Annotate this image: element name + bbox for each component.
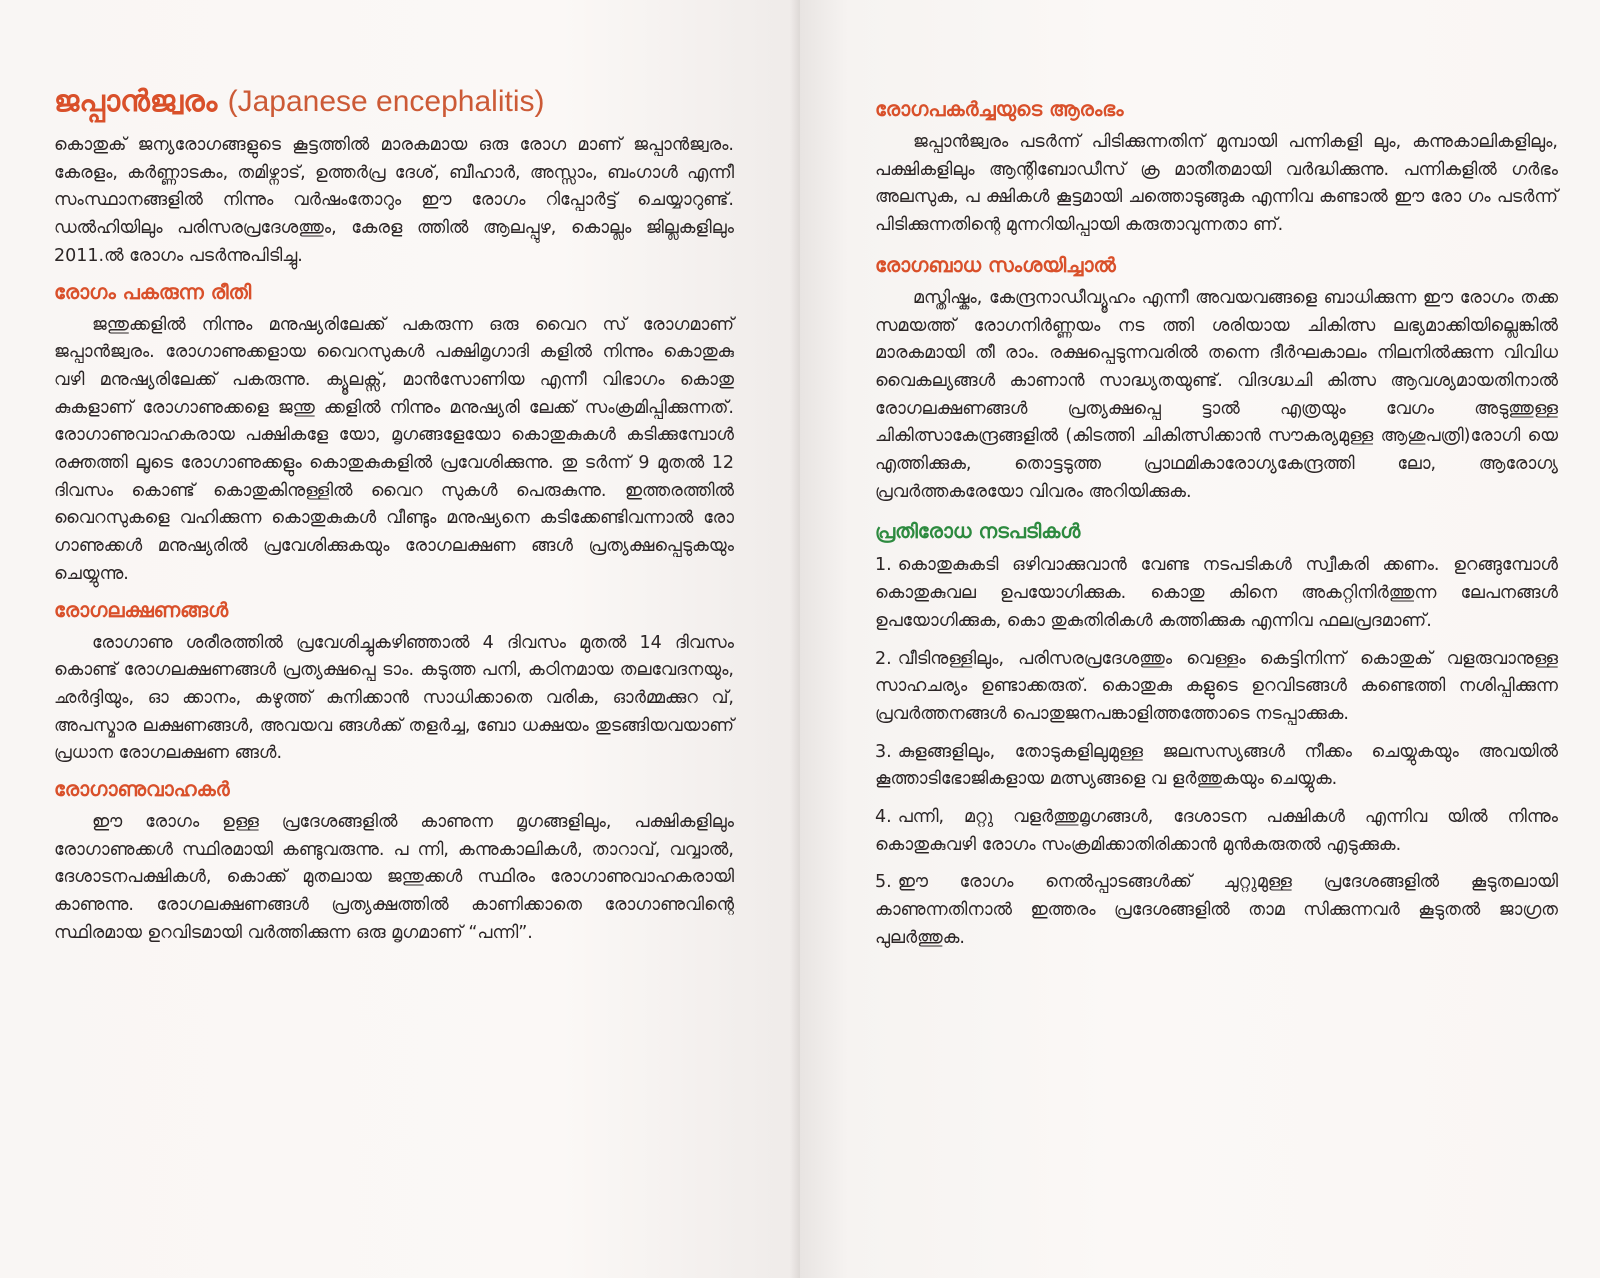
- prevention-item: [875, 646, 1558, 729]
- section-outbreak-start: [875, 94, 1558, 240]
- prevention-item: [875, 804, 1558, 859]
- section-heading-outbreak-start: രോഗപകർച്ചയുടെ ആരംഭം: [875, 97, 1124, 121]
- section-text-outbreak-start: ജപ്പാൻജ്വരം പടർന്ന് പിടിക്കുന്നതിന് മുമ്പായി പന്നികളി ലും, കന്നുകാലികളിലും, പക്ഷികളിലും ആന്റിബോഡീസ് ക്ര മാതീതമായി വർദ്ധിക്കുന്നു. പന്നികളിൽ ഗർഭം അലസുക, പ ക്ഷികൾ കൂട്ടമായി ചത്തൊടുങ്ങുക എന്നിവ കണ്ടാൽ ഈ രോ ഗം പടർന്ന് പിടിക്കുന്നതിന്റെ മുന്നറിയിപ്പായി കരുതാവുന്നതാ ണ്.: [875, 132, 1558, 236]
- prevention-item-text: കുളങ്ങളിലും, തോടുകളിലുമുള്ള ജലസസ്യങ്ങൾ നീക്കം ചെയ്യുകയും അവയിൽ കൂത്താടിഭോജികളായ മത്സ്യങ്ങളെ വ ളർത്തുകയും ചെയ്യുക.: [875, 741, 1558, 790]
- prevention-item-number: 1.: [875, 555, 892, 576]
- intro-paragraph: കൊതുക് ജന്യരോഗങ്ങളുടെ കൂട്ടത്തിൽ മാരകമായ ഒരു രോഗ മാണ് ജപ്പാൻജ്വരം. കേരളം, കർണ്ണാടകം, തമിഴ്നാട്, ഉത്തർപ്ര ദേശ്, ബീഹാർ, അസ്സാം, ബംഗാൾ എന്നീ സംസ്ഥാനങ്ങളിൽ നിന്നും വർഷംതോറും ഈ രോഗം റിപ്പോർട്ട് ചെയ്യാറുണ്ട്. ഡൽഹിയിലും പരിസരപ്രദേശത്തും, കേരള ത്തിൽ ആലപ്പുഴ, കൊല്ലം ജില്ലകളിലും 2011.ൽ രോഗം പടർന്നുപിടിച്ചു.: [54, 135, 734, 266]
- section-text-suspected-infection: മസ്തിഷ്കം, കേന്ദ്രനാഡീവ്യൂഹം എന്നീ അവയവങ്ങളെ ബാധിക്കുന്ന ഈ രോഗം തക്ക സമയത്ത് രോഗനിർണ്ണയം നട ത്തി ശരിയായ ചികിത്സ ലഭ്യമാക്കിയില്ലെങ്കിൽ മാരകമായി തീ രാം. രക്ഷപ്പെടുന്നവരിൽ തന്നെ ദീർഘകാലം നിലനിൽക്കുന്ന വിവിധ വൈകല്യങ്ങൾ കാണാൻ സാദ്ധ്യതയുണ്ട്. വിദഗ്ദ്ധചി കിത്സ ആവശ്യമായതിനാൽ രോഗലക്ഷണങ്ങൾ പ്രത്യക്ഷപ്പെ ട്ടാൽ എത്രയും വേഗം അടുത്തുള്ള ചികിത്സാകേന്ദ്രങ്ങളിൽ (കിടത്തി ചികിത്സിക്കാൻ സൗകര്യമുള്ള ആശുപത്രി)രോഗി യെ എത്തിക്കുക, തൊട്ടടുത്ത പ്രാഥമികാരോഗ്യകേന്ദ്രത്തി ലോ, ആരോഗ്യ പ്രവർത്തകരേയോ വിവരം അറിയിക്കുക.: [875, 287, 1558, 502]
- prevention-list: [875, 552, 1558, 952]
- prevention-item: [875, 869, 1558, 952]
- right-page: [800, 0, 1600, 1278]
- prevention-item-text: പന്നി, മറ്റു വളർത്തുമൃഗങ്ങൾ, ദേശാടന പക്ഷികൾ എന്നിവ യിൽ നിന്നും കൊതുകുവഴി രോഗം സംക്രമിക്കാതിരിക്കാൻ മുൻകരുതൽ എടുക്കുക.: [875, 807, 1558, 855]
- section-text-carriers: ഈ രോഗം ഉള്ള പ്രദേശങ്ങളിൽ കാണുന്ന മൃഗങ്ങളിലും, പക്ഷികളിലും രോഗാണുക്കൾ സ്ഥിരമായി കണ്ടുവരുന്നു. പ ന്നി, കന്നുകാലികൾ, താറാവ്, വവ്വാൽ, ദേശാടനപക്ഷികൾ, കൊക്ക് മുതലായ ജന്തുക്കൾ സ്ഥിരം രോഗാണുവാഹകരായി കാണുന്നു. രോഗലക്ഷണങ്ങൾ പ്രത്യക്ഷത്തിൽ കാണിക്കാതെ രോഗാണുവിന്റെ സ്ഥിരമായ ഉറവിടമായി വർത്തിക്കുന്ന ഒരു മൃഗമാണ് “പന്നി”.: [54, 812, 734, 943]
- section-heading-suspected-infection: രോഗബാധ സംശയിച്ചാൽ: [875, 252, 1116, 277]
- title-english: (Japanese encephalitis): [227, 85, 545, 118]
- page-title: [54, 82, 734, 122]
- prevention-item-number: 2.: [875, 648, 892, 669]
- section-text-transmission: ജന്തുക്കളിൽ നിന്നും മനുഷ്യരിലേക്ക് പകരുന്ന ഒരു വൈറ സ് രോഗമാണ് ജപ്പാൻജ്വരം. രോഗാണുക്കളായ വൈറസുകൾ പക്ഷിമൃഗാദി കളിൽ നിന്നും കൊതുകു വഴി മനുഷ്യരിലേക്ക് പകരുന്നു. ക്യൂലക്സ്, മാൻസോണിയ എന്നീ വിഭാഗം കൊതു കുകളാണ് രോഗാണുക്കളെ ജന്തു ക്കളിൽ നിന്നും മനുഷ്യരി ലേക്ക് സംക്രമിപ്പിക്കുന്നത്. രോഗാണുവാഹകരായ പക്ഷികളേ യോ, മൃഗങ്ങളേയോ കൊതുകുകൾ കടിക്കുമ്പോൾ രക്തത്തി ലൂടെ രോഗാണുക്കളും കൊതുകുകളിൽ പ്രവേശിക്കുന്നു. തു ടർന്ന് 9 മുതൽ 12 ദിവസം കൊണ്ട് കൊതുകിനുള്ളിൽ വൈറ സുകൾ പെരുകുന്നു. ഇത്തരത്തിൽ വൈറസുകളെ വഹിക്കുന്ന കൊതുകുകൾ വീണ്ടും മനുഷ്യനെ കടിക്കേണ്ടിവന്നാൽ രോ ഗാണുക്കൾ മനുഷ്യരിൽ പ്രവേശിക്കുകയും രോഗലക്ഷണ ങ്ങൾ പ്രത്യക്ഷപ്പെടുകയും ചെയ്യുന്നു.: [54, 314, 734, 584]
- prevention-item: [875, 552, 1558, 635]
- title-malayalam: ജപ്പാൻജ്വരം: [54, 84, 218, 119]
- prevention-item-text: വീടിനുള്ളിലും, പരിസരപ്രദേശത്തും വെള്ളം കെട്ടിനിന്ന് കൊതുക് വളരുവാനുള്ള സാഹചര്യം ഉണ്ടാക്കരുത്. കൊതുകു കളുടെ ഉറവിടങ്ങൾ കണ്ടെത്തി നശിപ്പിക്കുന്ന പ്രവർത്തനങ്ങൾ പൊതുജനപങ്കാളിത്തത്തോടെ നടപ്പാക്കുക.: [875, 648, 1558, 724]
- prevention-item-number: 3.: [875, 741, 892, 762]
- prevention-item-text: കൊതുകുകടി ഒഴിവാക്കുവാൻ വേണ്ട നടപടികൾ സ്വീകരി ക്കണം. ഉറങ്ങുമ്പോൾ കൊതുകുവല ഉപയോഗിക്കുക. കൊതു കിനെ അകറ്റിനിർത്തുന്ന ലേപനങ്ങൾ ഉപയോഗിക്കുക, കൊ തുകുതിരികൾ കത്തിക്കുക എന്നിവ ഫലപ്രദമാണ്.: [875, 555, 1558, 631]
- prevention-item: [875, 739, 1558, 794]
- prevention-item-text: ഈ രോഗം നെൽപ്പാടങ്ങൾക്ക് ചുറ്റുമുള്ള പ്രദേശങ്ങളിൽ കൂടുതലായി കാണുന്നതിനാൽ ഇത്തരം പ്രദേശങ്ങളിൽ താമ സിക്കുന്നവർ കൂടുതൽ ജാഗ്രത പുലർത്തുക.: [875, 872, 1558, 948]
- section-heading-prevention: പ്രതിരോധ നടപടികൾ: [875, 519, 1081, 544]
- prevention-item-number: 5.: [875, 872, 892, 893]
- section-heading-symptoms: രോഗലക്ഷണങ്ങൾ: [54, 597, 229, 622]
- section-text-symptoms: രോഗാണു ശരീരത്തിൽ പ്രവേശിച്ചുകഴിഞ്ഞാൽ 4 ദിവസം മുതൽ 14 ദിവസം കൊണ്ട് രോഗലക്ഷണങ്ങൾ പ്രത്യക്ഷപ്പെ ടാം. കടുത്ത പനി, കഠിനമായ തലവേദനയും, ഛർദ്ദിയും, ഓ ക്കാനം, കഴുത്ത് കുനിക്കാൻ സാധിക്കാതെ വരിക, ഓർമ്മക്കുറ വ്, അപസ്മാര ലക്ഷണങ്ങൾ, അവയവ ങ്ങൾക്ക് തളർച്ച, ബോ ധക്ഷയം തുടങ്ങിയവയാണ് പ്രധാന രോഗലക്ഷണ ങ്ങൾ.: [54, 632, 734, 764]
- prevention-item-number: 4.: [875, 807, 892, 828]
- section-heading-carriers: രോഗാണുവാഹകർ: [54, 777, 230, 802]
- section-suspected-infection: [875, 250, 1558, 507]
- section-heading-transmission: രോഗം പകരുന്ന രീതി: [54, 279, 252, 304]
